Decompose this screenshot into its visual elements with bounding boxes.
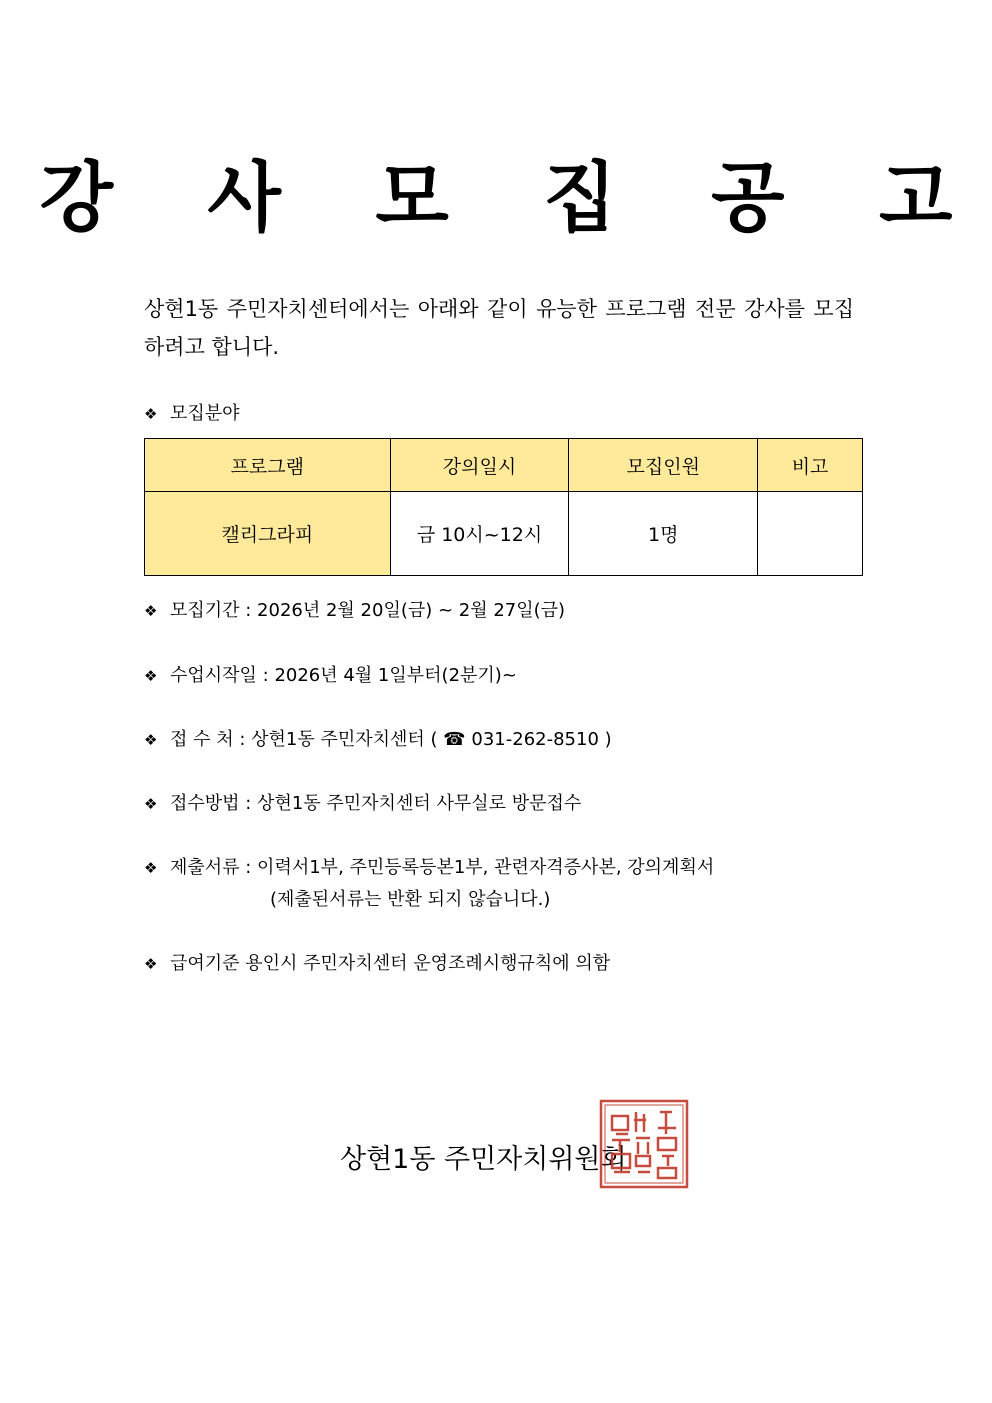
bullet-icon: ❖ bbox=[144, 667, 158, 685]
cell-schedule: 금 10시~12시 bbox=[390, 492, 569, 576]
receipt-phone: 031-262-8510 ) bbox=[465, 729, 612, 750]
documents-text: 제출서류 : 이력서1부, 주민등록등본1부, 관련자격증사본, 강의계획서 bbox=[170, 857, 715, 878]
salary-text: 급여기준 용인시 주민자치센터 운영조례시행규칙에 의함 bbox=[170, 953, 611, 974]
bullet-icon: ❖ bbox=[144, 955, 158, 973]
page-title: 강 사 모 집 공 고 bbox=[39, 153, 987, 242]
official-seal-icon bbox=[598, 1098, 690, 1190]
header-note: 비고 bbox=[758, 439, 863, 492]
receipt-text: 접 수 처 : 상현1동 주민자치센터 ( bbox=[170, 729, 444, 750]
table-header-row bbox=[145, 439, 863, 492]
info-period bbox=[144, 599, 565, 623]
header-program: 프로그램 bbox=[145, 439, 391, 492]
header-count: 모집인원 bbox=[569, 439, 758, 492]
bullet-icon: ❖ bbox=[144, 859, 158, 877]
period-text: 모집기간 : 2026년 2월 20일(금) ~ 2월 27일(금) bbox=[170, 600, 566, 621]
bullet-icon: ❖ bbox=[144, 602, 158, 620]
info-documents bbox=[144, 856, 714, 912]
cell-note bbox=[758, 492, 863, 576]
info-receipt bbox=[144, 728, 612, 752]
method-text: 접수방법 : 상현1동 주민자치센터 사무실로 방문접수 bbox=[170, 793, 582, 814]
cell-count: 1명 bbox=[569, 492, 758, 576]
intro-paragraph: 상현1동 주민자치센터에서는 아래와 같이 유능한 프로그램 전문 강사를 모집하려고 합니다. bbox=[144, 297, 854, 359]
organization-name: 상현1동 주민자치위원회 bbox=[340, 1144, 627, 1175]
bullet-icon: ❖ bbox=[144, 795, 158, 813]
info-start bbox=[144, 664, 517, 688]
program-table bbox=[144, 438, 863, 576]
start-text: 수업시작일 : 2026년 4월 1일부터(2분기)~ bbox=[170, 665, 517, 686]
documents-note: (제출된서류는 반환 되지 않습니다.) bbox=[270, 889, 551, 910]
header-schedule: 강의일시 bbox=[390, 439, 569, 492]
info-method bbox=[144, 792, 581, 816]
phone-icon: ☎ bbox=[443, 729, 466, 750]
table-row bbox=[145, 492, 863, 576]
cell-program: 캘리그라피 bbox=[145, 492, 391, 576]
bullet-icon: ❖ bbox=[144, 731, 158, 749]
info-salary bbox=[144, 952, 610, 976]
bullet-icon: ❖ bbox=[144, 405, 158, 423]
recruit-field-heading bbox=[144, 402, 240, 426]
recruit-field-label: 모집분야 bbox=[170, 403, 240, 424]
